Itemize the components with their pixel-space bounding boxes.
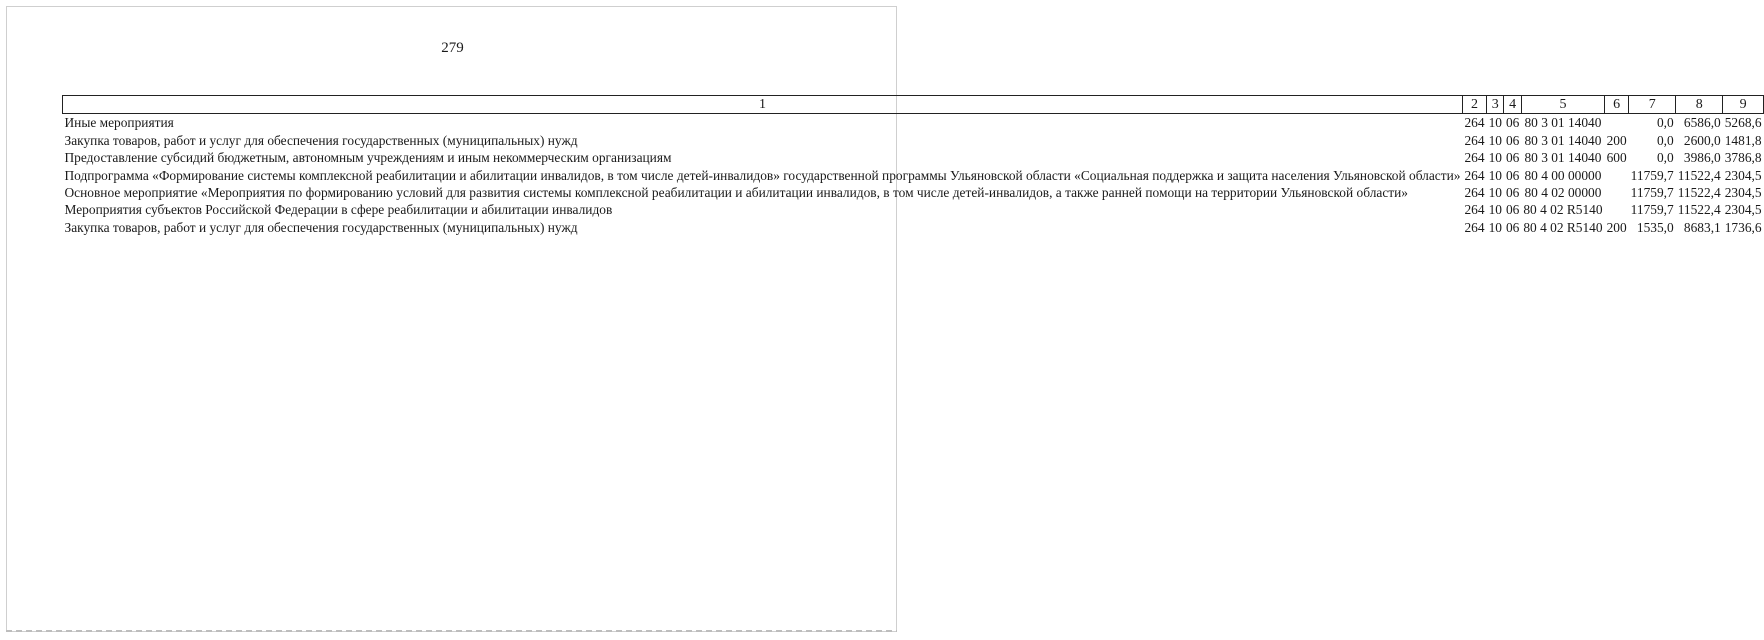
cell-amount-7: 0,0 <box>1656 132 1674 148</box>
cell-subsection: 06 <box>1505 132 1520 148</box>
cell-amount-8: 11522,4 <box>1677 185 1721 201</box>
cell-target-article: 80 4 02 R5140 <box>1523 219 1603 235</box>
cell-amount-8: 3986,0 <box>1683 150 1721 166</box>
cell-amount-9: 2304,5 <box>1724 202 1762 218</box>
table-row <box>63 219 1764 236</box>
table-row <box>63 201 1764 218</box>
cell-expense-type <box>1605 201 1629 218</box>
cell-target-article: 80 4 02 00000 <box>1524 185 1602 201</box>
cell-target-article: 80 4 02 R5140 <box>1523 202 1603 218</box>
col-header-2: 2 <box>1462 96 1486 114</box>
row-name: Мероприятия субъектов Российской Федерации в сфере реабилитации и абилитации инвалидов <box>64 202 613 218</box>
scan-bottom-edge <box>6 630 897 632</box>
cell-subsection: 06 <box>1505 167 1520 183</box>
cell-target-article: 80 3 01 14040 <box>1524 132 1602 148</box>
cell-amount-8: 6586,0 <box>1683 115 1721 131</box>
cell-expense-type: 200 <box>1606 219 1627 235</box>
col-header-7: 7 <box>1629 96 1676 114</box>
cell-amount-9: 2304,5 <box>1724 167 1762 183</box>
col-header-4: 4 <box>1504 96 1521 114</box>
cell-amount-9: 2304,5 <box>1724 185 1762 201</box>
cell-expense-type <box>1605 114 1629 132</box>
cell-ministry: 264 <box>1464 167 1485 183</box>
cell-expense-type: 600 <box>1606 150 1627 166</box>
row-name: Предоставление субсидий бюджетным, автономным учреждениям и иным некоммерческим организациям <box>64 150 672 166</box>
cell-amount-7: 1535,0 <box>1636 219 1674 235</box>
cell-subsection: 06 <box>1505 185 1520 201</box>
cell-subsection: 06 <box>1505 202 1520 218</box>
cell-expense-type: 200 <box>1606 132 1627 148</box>
page-number: 279 <box>441 40 464 56</box>
cell-ministry: 264 <box>1464 150 1485 166</box>
row-name: Закупка товаров, работ и услуг для обеспечения государственных (муниципальных) нужд <box>64 132 578 148</box>
cell-section: 10 <box>1488 219 1502 235</box>
cell-amount-9: 1481,8 <box>1724 132 1762 148</box>
budget-table <box>62 95 1764 236</box>
table-row <box>63 132 1764 149</box>
cell-amount-8: 11522,4 <box>1677 167 1721 183</box>
table-row <box>63 114 1764 132</box>
cell-amount-9: 5268,6 <box>1724 115 1762 131</box>
cell-section: 10 <box>1488 132 1502 148</box>
col-header-1: 1 <box>63 96 1463 114</box>
cell-subsection: 06 <box>1505 115 1520 131</box>
cell-amount-9: 3786,8 <box>1724 150 1762 166</box>
cell-subsection: 06 <box>1505 150 1520 166</box>
cell-ministry: 264 <box>1464 132 1485 148</box>
cell-section: 10 <box>1488 167 1502 183</box>
row-name: Закупка товаров, работ и услуг для обеспечения государственных (муниципальных) нужд <box>64 219 578 235</box>
cell-ministry: 264 <box>1464 115 1485 131</box>
col-header-5: 5 <box>1521 96 1604 114</box>
cell-ministry: 264 <box>1464 185 1485 201</box>
col-header-8: 8 <box>1676 96 1723 114</box>
header-row <box>63 96 1764 114</box>
cell-target-article: 80 4 00 00000 <box>1524 167 1602 183</box>
cell-expense-type <box>1605 167 1629 184</box>
cell-expense-type <box>1605 184 1629 201</box>
cell-amount-8: 8683,1 <box>1683 219 1721 235</box>
col-header-6: 6 <box>1605 96 1629 114</box>
col-header-9: 9 <box>1723 96 1764 114</box>
cell-ministry: 264 <box>1464 219 1485 235</box>
cell-amount-8: 2600,0 <box>1683 132 1721 148</box>
cell-target-article: 80 3 01 14040 <box>1524 150 1602 166</box>
cell-amount-7: 11759,7 <box>1630 185 1674 201</box>
cell-section: 10 <box>1488 202 1502 218</box>
cell-amount-7: 0,0 <box>1656 150 1674 166</box>
cell-target-article: 80 3 01 14040 <box>1524 115 1602 131</box>
row-name: Основное мероприятие «Мероприятия по формированию условий для развития системы комплексной реабилитации и абилитации инвалидов, в том числе детей-инвалидов, а также ранней помощи на территории Ульяновской области» <box>64 185 1408 201</box>
table-row <box>63 167 1764 184</box>
cell-amount-7: 11759,7 <box>1630 167 1674 183</box>
cell-amount-8: 11522,4 <box>1677 202 1721 218</box>
cell-section: 10 <box>1488 115 1502 131</box>
cell-amount-9: 1736,6 <box>1724 219 1762 235</box>
cell-ministry: 264 <box>1464 202 1485 218</box>
table-row <box>63 184 1764 201</box>
row-name: Иные мероприятия <box>64 115 174 131</box>
cell-amount-7: 0,0 <box>1656 115 1674 131</box>
cell-section: 10 <box>1488 150 1502 166</box>
col-header-3: 3 <box>1487 96 1504 114</box>
row-name: Подпрограмма «Формирование системы комплексной реабилитации и абилитации инвалидов, в том числе детей-инвалидов» государственной программы Ульяновской области «Социальная поддержка и защита населения Ульяновской области» <box>64 167 1461 183</box>
cell-amount-7: 11759,7 <box>1630 202 1674 218</box>
cell-section: 10 <box>1488 185 1502 201</box>
table-row <box>63 149 1764 166</box>
cell-subsection: 06 <box>1505 219 1520 235</box>
